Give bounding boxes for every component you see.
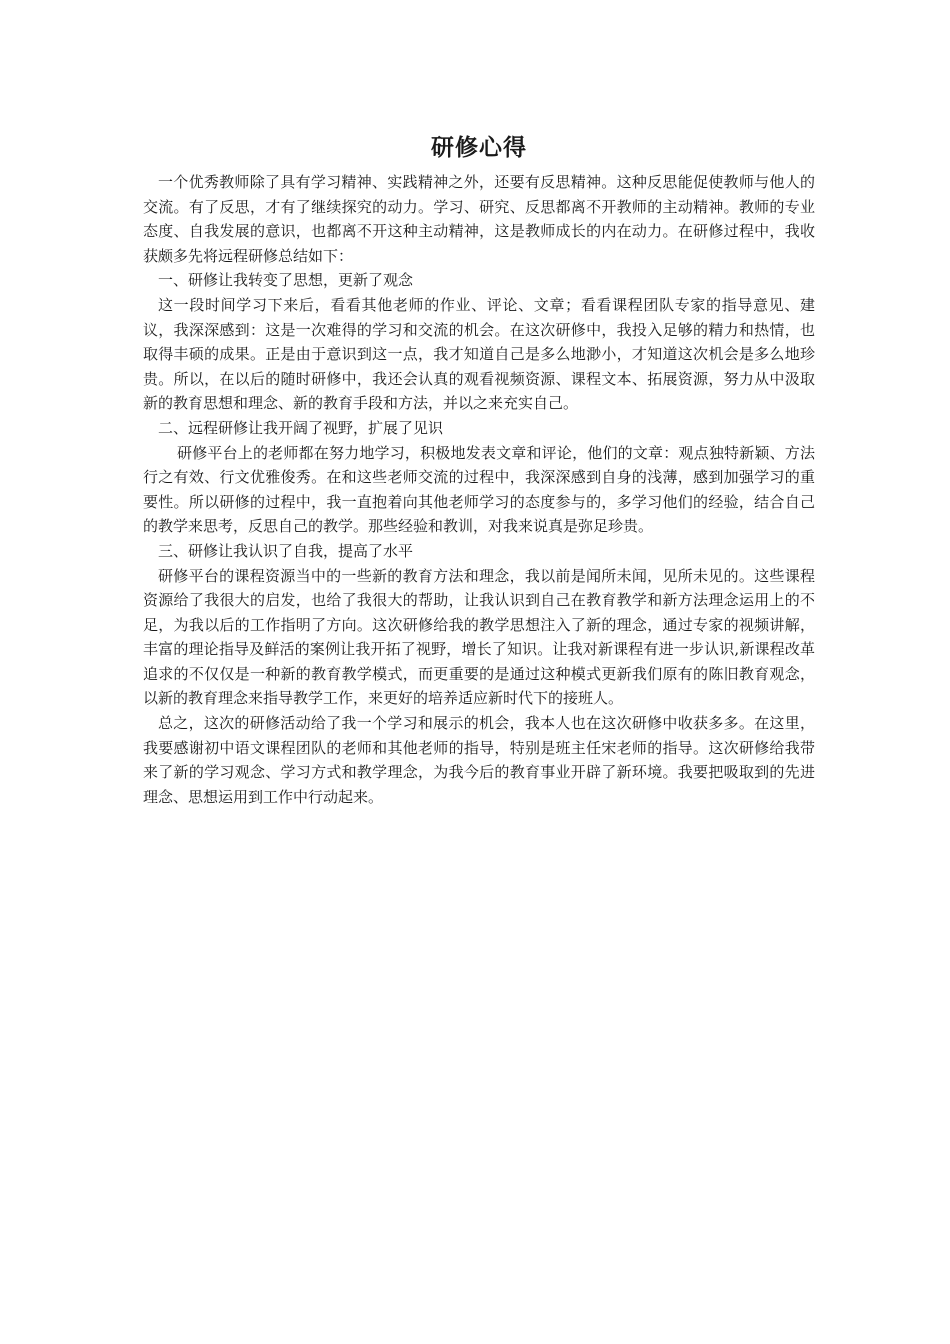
- section-3-paragraph: 研修平台的课程资源当中的一些新的教育方法和理念，我以前是闻所未闻，见所未见的。这些课程资源给了我很大的启发，也给了我很大的帮助，让我认识到自己在教育教学和新方法理念运用上的不足，为我以后的工作指明了方向。这次研修给我的教学思想注入了新的理念，通过专家的视频讲解，丰富的理论指导及鲜活的案例让我开拓了视野，增长了知识。让我对新课程有进一步认识,新课程改革追求的不仅仅是一种新的教育教学模式，而更重要的是通过这种模式更新我们原有的陈旧教育观念，以新的教育理念来指导教学工作，来更好的培养适应新时代下的接班人。: [143, 566, 815, 708]
- document-title: 研修心得: [431, 135, 527, 161]
- intro-paragraph: 一个优秀教师除了具有学习精神、实践精神之外，还要有反思精神。这种反思能促使教师与他人的交流。有了反思，才有了继续探究的动力。学习、研究、反思都离不开教师的主动精神。教师的专业态度、自我发展的意识，也都离不开这种主动精神，这是教师成长的内在动力。在研修过程中，我收获颇多先将远程研修总结如下：: [143, 173, 815, 265]
- section-3-heading: 三、研修让我认识了自我，提高了水平: [158, 541, 414, 560]
- conclusion-paragraph: 总之，这次的研修活动给了我一个学习和展示的机会，我本人也在这次研修中收获多多。在这里，我要感谢初中语文课程团队的老师和其他老师的指导，特别是班主任宋老师的指导。这次研修给我带来了新的学习观念、学习方式和教学理念，为我今后的教育事业开辟了新环境。我要把吸取到的先进理念、思想运用到工作中行动起来。: [143, 714, 815, 806]
- section-1-paragraph: 这一段时间学习下来后，看看其他老师的作业、评论、文章；看看课程团队专家的指导意见、建议，我深深感到：这是一次难得的学习和交流的机会。在这次研修中，我投入足够的精力和热情，也取得丰硕的成果。正是由于意识到这一点，我才知道自己是多么地渺小，才知道这次机会是多么地珍贵。所以，在以后的随时研修中，我还会认真的观看视频资源、课程文本、拓展资源，努力从中汲取新的教育思想和理念、新的教育手段和方法，并以之来充实自己。: [143, 295, 815, 413]
- section-1-heading: 一、研修让我转变了思想，更新了观念: [158, 271, 414, 290]
- section-2-paragraph: 研修平台上的老师都在努力地学习，积极地发表文章和评论，他们的文章：观点独特新颖、方法行之有效、行文优雅俊秀。在和这些老师交流的过程中，我深深感到自身的浅薄，感到加强学习的重要性。所以研修的过程中，我一直抱着向其他老师学习的态度参与的，多学习他们的经验，结合自己的教学来思考，反思自己的教学。那些经验和教训，对我来说真是弥足珍贵。: [143, 443, 815, 536]
- document-page: [143, 128, 815, 809]
- section-2-heading: 二、远程研修让我开阔了视野，扩展了见识: [158, 418, 444, 437]
